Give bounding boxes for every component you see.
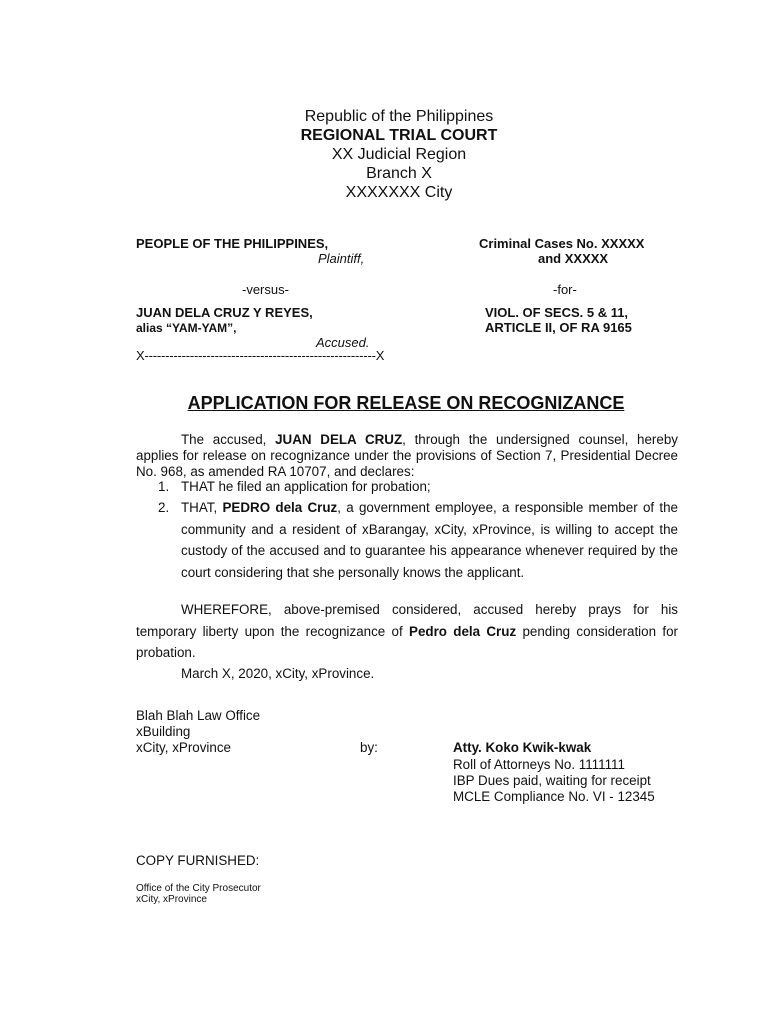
copy-furnished-address: xCity, xProvince [136,894,207,905]
court-header-region: XX Judicial Region [331,146,467,163]
list-item-text: THAT he filed an application for probation; [181,479,431,494]
case-number-line2: and XXXXX [538,251,609,266]
custodian-name-bold: Pedro dela Cruz [409,623,517,639]
case-number-line1: Criminal Cases No. XXXXX [479,236,645,251]
document-title: APPLICATION FOR RELEASE ON RECOGNIZANCE [187,393,625,413]
intro-text-end: , through the undersigned counsel, hereby applies for release on recognizance under the provisions of Section 7, Presidential Decree No. 968, as amended RA 10707, and declares: [136,432,678,479]
accused-name-bold: JUAN DELA CRUZ [275,432,403,447]
court-header-branch: Branch X [366,165,432,182]
accused-name: JUAN DELA CRUZ Y REYES, [136,305,313,320]
prayer-text-end: pending consideration for probation. [136,623,678,660]
list-item [181,476,678,498]
court-header-republic: Republic of the Philippines [304,108,494,125]
plaintiff-role: Plaintiff, [318,251,365,266]
prayer-text-start: WHEREFORE, above-premised considered, accused hereby prays for his temporary liberty upon the recognizance of [136,602,678,639]
list-item [181,497,678,583]
list-item-text: THAT, [181,500,223,515]
court-header-rtc: REGIONAL TRIAL COURT [300,127,498,144]
court-header-city: XXXXXXX City [345,184,453,201]
copy-furnished-label: COPY FURNISHED: [136,853,260,868]
prayer-paragraph [136,599,678,664]
list-item-text: , a government employee, a responsible member of the community and a resident of xBarangay, xCity, xProvince, is willing to accept the custody of the accused and to guarantee his appearance whenever required by the court considering that she personally knows the applicant. [181,500,679,580]
law-office-city: xCity, xProvince [136,740,231,755]
law-office-building: xBuilding [136,724,191,739]
violation-line2: ARTICLE II, OF RA 9165 [485,320,632,335]
versus-label: -versus- [242,282,289,297]
plaintiff-name: PEOPLE OF THE PHILIPPINES, [136,236,329,251]
by-label: by: [360,740,378,755]
intro-paragraph [136,432,678,480]
attorney-mcle: MCLE Compliance No. VI - 12345 [453,789,655,804]
violation-line1: VIOL. OF SECS. 5 & 11, [485,305,629,320]
list-item-number: 2. [158,500,170,515]
attorney-name: Atty. Koko Kwik-kwak [453,740,592,755]
attorney-ibp: IBP Dues paid, waiting for receipt [453,773,651,788]
intro-text-start: The accused, [181,432,276,447]
list-item-number: 1. [158,479,170,494]
attorney-roll-number: Roll of Attorneys No. 1111111 [453,757,625,772]
for-label: -for- [553,282,577,297]
date-line: March X, 2020, xCity, xProvince. [181,666,375,681]
custodian-name-bold: PEDRO dela Cruz [222,500,338,515]
accused-role: Accused. [316,335,370,350]
law-office-name: Blah Blah Law Office [136,708,261,723]
copy-furnished-recipient: Office of the City Prosecutor [136,883,261,894]
accused-alias: alias “YAM-YAM”, [136,321,237,335]
caption-separator: X--------------------------------------------------------X [136,348,385,363]
